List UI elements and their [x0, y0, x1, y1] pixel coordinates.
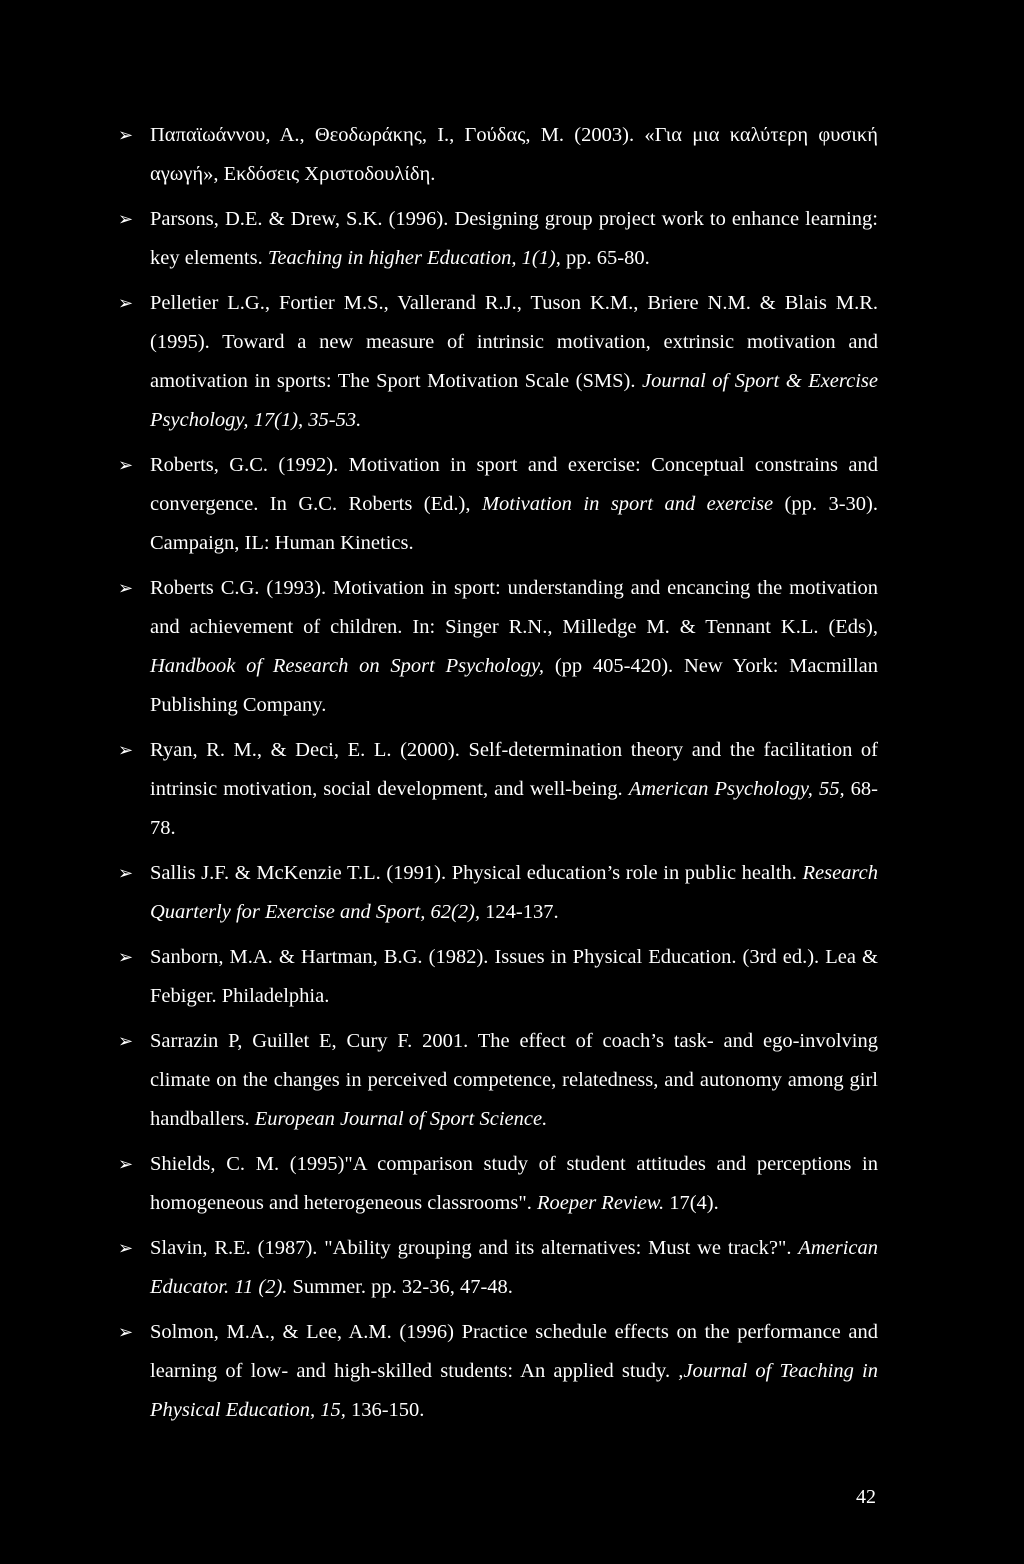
reference-text: Pelletier L.G., Fortier M.S., Vallerand R.J., Tuson K.M., Briere N.M. & Blais M.R. (1995). Toward a new measure of intrinsic motivation, extrinsic motivation and amotivation in sports: The Sport Motivation Scale (SMS). [150, 292, 878, 392]
reference-entry [118, 569, 878, 725]
reference-text: Slavin, R.E. (1987). "Ability grouping and its alternatives: Must we track?". [150, 1237, 799, 1259]
reference-source-title: Teaching in higher Education, 1(1), [267, 247, 561, 269]
arrow-bullet-icon: ➢ [118, 740, 134, 760]
reference-entry [118, 200, 878, 278]
reference-text: Roberts C.G. (1993). Motivation in sport: understanding and encancing the motivation and achievement of children. In: Singer R.N., Milledge M. & Tennant K.L. (Eds), [150, 577, 878, 638]
arrow-bullet-icon: ➢ [118, 1154, 134, 1174]
reference-source-title: Journal of Sport & Exercise Psychology, 17(1), 35-53. [150, 370, 878, 431]
reference-text: Sallis J.F. & McKenzie T.L. (1991). Physical education’s role in public health. [150, 862, 803, 884]
reference-source-title: Handbook of Research on Sport Psychology, [150, 655, 545, 677]
reference-text: Sarrazin P, Guillet E, Cury F. 2001. The effect of coach’s task- and ego-involving climate on the changes in perceived competence, relatedness, and autonomy among girl handballers. [150, 1030, 878, 1130]
reference-entry [118, 1229, 878, 1307]
page-number: 42 [856, 1486, 876, 1508]
reference-entry [118, 1313, 878, 1430]
reference-entry [118, 1022, 878, 1139]
reference-text: 124-137. [480, 901, 559, 923]
reference-source-title: Research Quarterly for Exercise and Sport, 62(2), [150, 862, 878, 923]
reference-text: Parsons, D.E. & Drew, S.K. (1996). Designing group project work to enhance learning: key elements. [150, 208, 878, 269]
reference-entry [118, 854, 878, 932]
reference-source-title: American Educator. 11 (2). [150, 1237, 878, 1298]
reference-text: Roberts, G.C. (1992). Motivation in sport and exercise: Conceptual constrains and convergence. In G.C. Roberts (Ed.), [150, 454, 878, 515]
reference-text: Sanborn, M.A. & Hartman, B.G. (1982). Issues in Physical Education. (3rd ed.). Lea & Febiger. Philadelphia. [150, 946, 878, 1007]
arrow-bullet-icon: ➢ [118, 578, 134, 598]
reference-entry [118, 731, 878, 848]
arrow-bullet-icon: ➢ [118, 1031, 134, 1051]
arrow-bullet-icon: ➢ [118, 1238, 134, 1258]
reference-entry [118, 1145, 878, 1223]
reference-source-title: American Psychology, 55, [628, 778, 845, 800]
reference-entry [118, 284, 878, 440]
reference-source-title: Motivation in sport and exercise [481, 493, 774, 515]
arrow-bullet-icon: ➢ [118, 125, 134, 145]
arrow-bullet-icon: ➢ [118, 455, 134, 475]
reference-text: (pp. 3-30). Campaign, IL: Human Kinetics. [150, 493, 878, 554]
reference-text: 17(4). [664, 1192, 719, 1214]
reference-source-title: Roeper Review. [536, 1192, 665, 1214]
reference-text: Shields, C. M. (1995)"A comparison study of student attitudes and perceptions in homogeneous and heterogeneous classrooms". [150, 1153, 878, 1214]
reference-text: Summer. pp. 32-36, 47-48. [287, 1276, 513, 1298]
arrow-bullet-icon: ➢ [118, 863, 134, 883]
reference-list [118, 116, 878, 1430]
arrow-bullet-icon: ➢ [118, 293, 134, 313]
reference-text: Ryan, R. M., & Deci, E. L. (2000). Self-determination theory and the facilitation of intrinsic motivation, social development, and well-being. [150, 739, 878, 800]
arrow-bullet-icon: ➢ [118, 1322, 134, 1342]
reference-source-title: European Journal of Sport Science. [254, 1108, 548, 1130]
arrow-bullet-icon: ➢ [118, 947, 134, 967]
arrow-bullet-icon: ➢ [118, 209, 134, 229]
reference-text: Παπαϊωάννου, Α., Θεοδωράκης, Ι., Γούδας, Μ. (2003). «Για μια καλύτερη φυσική αγωγή», Εκδόσεις Χριστοδουλίδη. [150, 124, 878, 185]
reference-entry [118, 938, 878, 1016]
reference-text: pp. 65-80. [560, 247, 650, 269]
reference-text: (pp 405-420). New York: Macmillan Publishing Company. [150, 655, 878, 716]
reference-entry [118, 446, 878, 563]
reference-entry [118, 116, 878, 194]
reference-text: Solmon, M.A., & Lee, A.M. (1996) Practice schedule effects on the performance and learning of low- and high-skilled students: An applied study. [150, 1321, 878, 1382]
reference-text: 136-150. [345, 1399, 425, 1421]
reference-source-title: ,Journal of Teaching in Physical Education, 15, [150, 1360, 878, 1421]
reference-text: 68-78. [150, 778, 878, 839]
